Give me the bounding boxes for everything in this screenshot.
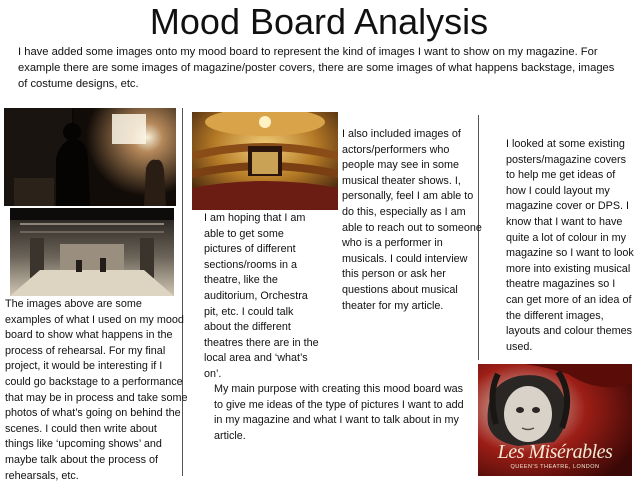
slide-title: Mood Board Analysis	[149, 1, 489, 42]
stage-photo	[10, 208, 174, 296]
backstage-photo-image	[4, 108, 176, 206]
auditorium-photo-image	[192, 112, 338, 210]
purpose-text: My main purpose with creating this mood board was to give me ideas of the type of pictures I want to add in my magazine and what I want to talk about in my article.	[214, 383, 464, 442]
covers-text: I looked at some existing posters/magazine covers to help me get ideas of how I could layout my magazine cover or DPS. I know that I want to have quite a lot of colour in my magazine so I want to look more into existing musical theatre magazines so I can get more of an idea of the different images, layouts and colour themes used.	[506, 138, 634, 353]
theatres-text: I am hoping that I am able to get some pictures of different sections/rooms in a theatre, like the auditorium, Orchestra pit, etc. I could talk about the different theatres there are in the local area and ‘what’s on’.	[204, 212, 319, 380]
rehearsal-text: The images above are some examples of what I used on my mood board to show what happens in the process of rehearsal. For my final project, it would be interesting if I could go backstage to a performance that may be in process and take some photos of what’s going on behind the scenes. I could then write about things like ‘upcoming shows’ and maybe talk about the process of rehearsals, etc.	[5, 298, 188, 482]
backstage-photo	[4, 108, 176, 206]
poster-title: Les Misérables	[497, 441, 613, 463]
performers-text: I also included images of actors/performers who people may see in some musical theater shows. I, personally, feel I am able to do this, especially as I am able to reach out to someone who is a performer in musicals. I could interview this person or ask her questions about musical theater for my article.	[342, 128, 482, 312]
les-miserables-poster	[478, 364, 632, 476]
auditorium-photo	[192, 112, 338, 210]
intro-paragraph: I have added some images onto my mood board to represent the kind of images I want to show on my magazine. For example there are some images of magazine/poster covers, there are some images of what happens backstage, images of costume designs, etc.	[18, 46, 615, 90]
stage-photo-image	[10, 208, 174, 296]
poster-subtitle: QUEEN'S THEATRE, LONDON	[510, 464, 600, 470]
